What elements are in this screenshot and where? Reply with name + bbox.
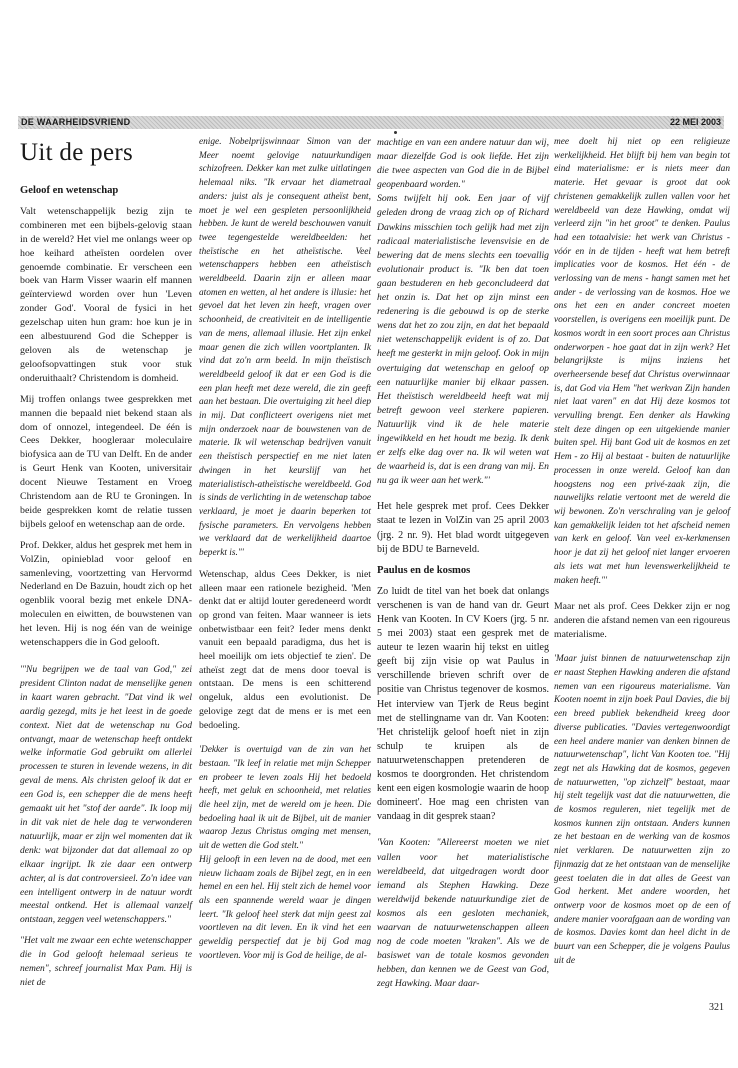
quote-paragraph: enige. Nobelprijswinnaar Simon van der Meer noemt gelovige natuurkundigen schizofreen. Dekker kan met zulke uitlatingen helemaal niks. "Ik ervaar het diametraal anders: juist als je consequent atheïst bent, moet je wel een gespleten persoonlijkheid hebben. Je kunt de wereld beschouwen vanuit twee tegengestelde wereldbeelden: het theïstische en het atheïstische. Veel wetenschappers hebben een atheïstisch wereldbeeld. Daarin zijn er alleen maar atomen en wetten, al het andere is illusie: het gevoel dat het leven zin heeft, vragen over schoonheid, de creativiteit en de intelligentie van de mens, allemaal illusie. Het zijn enkel maar genen die zich willen voortplanten. Ik vind dat zo'n arm beeld. In mijn theïstisch wereldbeeld geloof ik dat er een God is die een plan heeft met deze wereld, die zin geeft aan het bestaan. Die overtuiging zit heel diep in mij. Dat conflicteert overigens niet met mijn onderzoek naar de bouwstenen van de materie. Ik wil wetenschap bedrijven vanuit een theïstisch perspectief en me niet laten dwingen in het keurslijf van het materialistisch-atheïstische wereldbeeld. God is sinds de verlichting in de wetenschap taboe verklaard, je moet je daarin beperken tot fysische parameters. En vervolgens hebben we verklaard dat de werkelijkheid daartoe beperkt is."' (199, 137, 371, 559)
section-heading-paulus: Paulus en de kosmos (377, 564, 471, 576)
quote-paragraph: mee doelt hij niet op een religieuze werkelijkheid. Het blijft bij hem van begin tot eind materialisme: er is niets meer dan materie. Het gevaar is groot dat ook christenen gemakkelijk zullen vallen voor het wereldbeeld van deze Hawking, omdat wij verleerd zijn "in het groot" te denken. Paulus had een totaalvisie: het werk van Christus - vóór en in de tijden - heeft wat hem betreft implicaties voor de kosmos. Het één - de verlossing van de mens - hangt samen met het ander - de verlossing van de kosmos. Hoe we ons het een en ander concreet moeten voorstellen, is overigens een moeilijk punt. De kosmos wordt in een soort proces aan Christus onderworpen - hoe gaat dat in zijn werk? Het belangrijkste is mijns inziens het overheersende besef dat Christus overwinnaar is, dat God via Hem "het werkvan Zijn handen niet laat varen" en dat Hij deze kosmos tot vervulling brengt. Een denker als Hawking stelt deze dingen op een uitgekiende manier buiten spel. Hij bant God uit de kosmos en zet Hem - zo Hij al bestaat - buiten de natuurlijke processen in onze wereld. Geloof kan dan hoogstens nog een privé-zaak zijn, die nauwelijks relatie vertoont met de wereld die wij bewonen. Zo'n verschraling van je geloof kan gemakkelijk leiden tot het afscheid nemen van kerk en geloof. Van veel ex-kerkmensen hoor je dat zij het geloof niet langer ervoeren als iets wat met hun levenswerkelijkheid te maken heeft."' (554, 137, 730, 586)
column-1 (20, 136, 192, 998)
quote-paragraph: Hij gelooft in een leven na de dood, met een nieuw lichaam zoals de Bijbel zegt, en in een hemel en een hel. Hij stelt zich de hemel voor als een spannende wereld waar je dingen leert. "Ik geloof heel sterk dat mijn geest zal voortleven na dit leven. En ik vind het een geweldig perspectief dat je bij God mag voortleven. Voor mij is God de heilige, de al- (199, 854, 371, 961)
issue-date: 22 MEI 2003 (669, 117, 721, 127)
quote-paragraph: Soms twijfelt hij ook. Een jaar of vijf geleden drong de vraag zich op of Richard Dawkins misschien toch gelijk had met zijn radicaal materialistische levensvisie en de bewering dat de mens slechts een toevallig evolutionair product is. "Ik ben dat toen gaan bestuderen en heb geconcludeerd dat het onzin is. Dat het op zijn minst een redenering is die gebouwd is op de sterke wens dat het zo zou zijn, en dat het bepaald niet wetenschappelijk evident is of zo. Dat heeft me gesterkt in mijn geloof. Ook in mijn overtuiging dat wetenschap en geloof op een natuurlijke manier bij elkaar passen. Het theïstisch wereldbeeld heeft wat mij betreft gewoon veel sterkere papieren. Natuurlijk vind ik de hele materie ingewikkeld en het houdt me bezig. Ik denk er zelfs elke dag over na. Ik wil weten wat de waarheid is, dat is een drang van mij. En nu ga ik weer aan het werk."' (377, 193, 549, 487)
paragraph: Prof. Dekker, aldus het gesprek met hem in VolZin, opinieblad voor geloof en samenleving, voortzetting van Hervormd Nederland en De Bazuin, houdt zich op het ogenblik vooral bezig met enkele DNA-moleculen en eiwitten, de bouwstenen van het leven. Hij is nog één van de weinige wetenschappers die in God gelooft. (20, 539, 192, 649)
paragraph: Het hele gesprek met prof. Cees Dekker staat te lezen in VolZin van 25 april 2003 (jrg. 2 nr. 9). Het blad wordt uitgegeven bij de BDU te Barneveld. (377, 501, 549, 555)
quote-paragraph: machtige en van een andere natuur dan wij, maar diezelfde God is ook liefde. Het zijn die twee aspecten van God die in de Bijbel geopenbaard worden." (377, 137, 549, 191)
column-3 (377, 136, 549, 998)
quote-paragraph: 'Maar juist binnen de natuurwetenschap zijn er naast Stephen Hawking anderen die afstand nemen van een rigoureus materialisme. Van Kooten noemt in zijn boek Paul Davies, die bij een breed publiek bekendheid kreeg door diverse publicaties. "Davies vertegenwoordigt een heel andere manier van denken binnen de natuurwetenschap", licht Van Kooten toe. "Hij zegt net als Hawking dat de kosmos, gegeven de natuurwetten, "op zichzelf" bestaat, maar hij stelt tegelijk vast dat die natuurwetten, die de kosmos reguleren, niet tegelijk met de kosmos kunnen zijn ontstaan. Anders kunnen ze het bestaan en de werking van de kosmos niet verklaren. De natuurwetten zijn zo fijnmazig dat ze het ontstaan van de menselijke geest toelaten die in dat alles de Geest van God herkent. Met andere woorden, het ontwerp voor de kosmos moet op de een of andere manier voorafgaan aan de wording van de kosmos. Davies komt dan heel dicht in de buurt van een Schepper, die je volgens Paulus uit de (554, 654, 731, 966)
paragraph: Maar net als prof. Cees Dekker zijn er nog anderen die afstand nemen van een rigoureus materialisme. (554, 601, 730, 640)
page-title: Uit de pers (20, 139, 133, 166)
ornament-dot (394, 131, 397, 134)
intro-paragraph: Valt wetenschappelijk bezig zijn te combineren met een bijbels-gelovig staan in de wereld? Het viel me onlangs weer op hoe keihard atheïsten oordelen over genoemde combinatie. Er verscheen een boek van Harm Visser waarin elf mannen geïnterviewd worden over hun 'Leven zonder God'. Vooral de fysici in het gezelschap uiten hun gram: hoe kun je in een albestuurend God die Schepper is geloven als de wetenschap je geloofsopvattingen stuk voor stuk onderuithaalt? Christendom is domheid. (20, 205, 192, 384)
quote-paragraph: 'Dekker is overtuigd van de zin van het bestaan. "Ik leef in relatie met mijn Schepper en probeer te leven zoals Hij het bedoeld heeft, met geluk en schoonheid, met relaties die heel zijn, met de wereld om je heen. Die bedoeling haal ik uit de Bijbel, uit de manier waarop Jezus Christus omging met mensen, uit de wetten die God stelt." (199, 745, 371, 852)
column-4 (554, 136, 730, 975)
column-2 (199, 136, 371, 970)
quote-paragraph: 'Van Kooten: "Allereerst moeten we niet vallen voor het materialistische wereldbeeld, dat uitgedragen wordt door iemand als Stephen Hawking. Deze wereldwijd bekende natuurkundige ziet de kosmos als een gesloten mechaniek, waarvan de natuurwetenschappen alleen nog de code moeten "kraken". Als we de basiswet van de totale kosmos gevonden hebben, dan kennen we de Geest van God, zegt Hawking. Maar daar- (377, 837, 549, 990)
quote-paragraph: "Het valt me zwaar een echte wetenschapper die in God gelooft helemaal serieus te nemen", schreef journalist Max Pam. Hij is niet de (20, 936, 192, 988)
quote-paragraph: '"Nu begrijpen we de taal van God," zei president Clinton nadat de menselijke genen in kaart waren gebracht. "Dat vind ik wel aardig gezegd, mits je het leest in de goede context. Niet dat de wetenschap nu God ontvangt, maar de wetenschap heeft ontdekt welke informatie God gebruikt om allerlei processen te sturen in levende wezens, in dit geval de mens. Als christen geloof ik dat er een God is, een schepper die de mens heeft gemaakt uit het "stof der aarde". Ik loop mij in dit vak niet de hele dag te verwonderen natuurlijk, maar er zijn wel momenten dat ik denk: wat bijzonder dat dat allemaal zo op elkaar ingrijpt. Ik zie daar een ontwerp achter, al is dat controversieel. Zo'n idee van een intelligent ontwerp in de natuur wordt meestal ontkend. Het is allemaal vanzelf ontstaan, zeggen veel wetenschappers." (20, 665, 192, 926)
page-number: 321 (709, 1002, 724, 1013)
running-header (18, 116, 724, 129)
publication-name: DE WAARHEIDSVRIEND (21, 117, 131, 127)
paragraph: Zo luidt de titel van het boek dat onlangs verschenen is van de hand van dr. Geurt Henk van Kooten. In CV Koers (jrg. 5 nr. 5 mei 2003) staat een gesprek met de auteur te lezen waarin hij tekst en uitleg geeft bij zijn visie op wat Paulus in verschillende brieven schrift over de positie van Christus tegenover de kosmos. Het interview van Tjerk de Reus begint met de stellingname van dr. Van Kooten: 'Het christelijk geloof hoeft niet in zijn schulp te kruipen als de natuurwetenschappen pretenderen de kosmos te doorgronden. Het christendom kent een eigen kosmologie waarin de hoop domineert'. Hoe mag een christen van vandaag in dit gesprek staan? (377, 585, 549, 823)
paragraph: Mij troffen onlangs twee gesprekken met mannen die bepaald niet bekend staan als dom of onnozel, integendeel. De één is Cees Dekker, hoogleraar moleculaire biofysica aan de TU van Delft. En de ander is Geurt Henk van Kooten, universitair docent Nieuwe Testament en Vroeg Christendom aan de RU te Groningen. In beide gesprekken komt de relatie tussen bijbels geloof en wetenschap aan de orde. (20, 393, 192, 530)
section-heading-geloof: Geloof en wetenschap (20, 185, 119, 196)
paragraph: Wetenschap, aldus Cees Dekker, is niet alleen maar een rationele bezigheid. 'Men denkt dat er altijd louter geredeneerd wordt op grond van feiten. Maar wanneer is iets onbetwistbaar een feit? Ieder mens denkt vanuit een bepaald paradigma, dus het is heel moeilijk om iets objectief te zien'. De atheïst zegt dat de mens door toeval is ontstaan. De mens is een schitterend ongeluk, aldus een evolutionist. De gelovige zegt dat de mens er is met een bedoeling. (199, 568, 371, 731)
